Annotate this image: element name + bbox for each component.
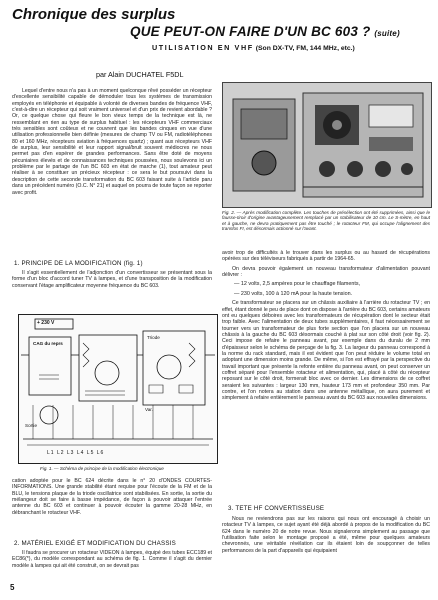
- section-2-text: [12, 550, 212, 572]
- section-2-paragraph: Il faudra se procurer un rotacteur VIDEON à lampes, équipé des tubes ECC189 et EC86(*), du modèle correspondant au schéma de fig. 1. Comme il s'agit du dernier modèle à lampes qui ait été construit, on se devrait pas: [12, 550, 212, 569]
- title-main: QUE PEUT-ON FAIRE D'UN BC 603 ?: [130, 24, 371, 39]
- title-suffix: (suite): [374, 29, 400, 38]
- section-1-continued: [12, 478, 212, 519]
- requirement-item-1: — 12 volts, 2,5 ampères pour le chauffage filaments,: [234, 281, 361, 288]
- right-paragraph-3: Ce transformateur se placera sur un châssis auxiliaire à l'arrière du rotacteur TV ; en effet, étant donné le peu de place dont on dispose à l'arrière du BC 603, certains amateurs ont eu quelques déboires avec les transformateurs de récupération dont le secteur était trop faible. Avec l'alimentation de deux tubes supplémentaires, il faut nécessairement se tourner vers un transformateur de plus forte section que l'on placera sur un nouveau châssis à la gauche du BC 603 désormais couché à plat sur son côté droit (voir fig. 2). Ceci impose de refaire le panneau avant, par exemple dans du duralu de 2 mm d'épaisseur selon le schéma de perçage de la fig. 3. La largeur du panneau correspond à la norme du rack standard, mais il est évident que l'on peut réduire le volume total en adoptant une dimension moins grande. De même, si l'on est effrayé par la perspective du travail important que présente la refonte entière du panneau avant, on peut conserver un coffret séparé pour l'ensemble rotacteur et alimentation, qui, placé à côté du récepteur reposant sur le côté droit, formerait bloc avec ce dernier. Les dimensions de ce coffret seraient les suivantes : largeur 130 mm, hauteur 173 mm et profondeur 350 mm. Par contre, et l'on notera au station dans une antenne métallique, on aura purement et simplement à refaire entièrement le panneau avant du BC 603 aux nouvelles dimensions.: [222, 300, 430, 402]
- triode-label: Triode: [147, 335, 160, 340]
- figure-1-schematic: [18, 314, 218, 464]
- photo-illustration: [223, 83, 431, 207]
- caf-label: CAG du reprs: [33, 341, 63, 346]
- rubric-title: Chronique des surplus: [12, 6, 176, 23]
- article-subtitle: [152, 43, 434, 52]
- right-column-text: [222, 250, 430, 405]
- article-title: [130, 24, 430, 39]
- section-2-title: 2. MATÉRIEL EXIGÉ ET MODIFICATION DU CHASSIS: [14, 540, 176, 547]
- intro-text: Lequel d'entre nous n'a pas à un moment quelconque rêvé posséder un récepteur d'excellente sensibilité capable de démoduler tous les systèmes de transmission employés en téléphonie et équipable à volonté de diverses bandes de fréquence VHF, c'est-à-dire un récepteur qui soit vraiment universel et d'un prix de revient abordable ? Or, ce quelque chose qui fleure le bon vieux temps de la technique est là, ne ressemblant en rien au type de surplus habituel : les récepteurs VHF commerciaux très sensibles sont coûteux et ne couvrent que les bandes cinques en vue d'une utilisation professionnelle bien définie (mesures de champ TV ou FM, radiotéléphones 80 et 160 MHz, récepteurs aviation à fréquences quartz) ; quant aux récepteurs VHF de surplus, leur sensibilité et leur rapport signal/bruit souvent médiocres ne nous permet pas d'en espérer de grandes performances. Sans être doté de moyens pécuniaires élevés et de connaissances techniques poussées, nous soulevons ici un problème par le partage de l'un BC 603 en état de marche (1), tout amateur peut réaliser à se constituer un précieux récepteur : ce sera le but poursuivi dans la description de cette seconde transformation du BC 603 faisant suite à l'article paru dans un précédent numéro (O.C. N° 21) et auquel on pourra de toute façon se reporter avec profit.: [12, 88, 212, 196]
- var-label: Var.: [145, 407, 153, 412]
- voltage-label: + 230 V: [37, 320, 55, 326]
- subtitle-main: UTILISATION EN VHF: [152, 43, 254, 52]
- section-3-title: 3. TETE HF CONVERTISSEUSE: [228, 505, 325, 512]
- section-3-text: [222, 516, 430, 557]
- filament-labels: L1 L2 L3 L4 L5 L6: [47, 450, 105, 456]
- figure-1-caption: Fig. 1. — Schéma de principe de la modification électronique: [40, 466, 164, 471]
- figure-2-caption: Fig. 2. — Après modification complète. Les touches de présélection ont été supprimées, ainsi que le fausse-tiroir d'origine avantageusement remplacé par un stabilisateur de 10 cm. Le S-mètre, en haut et à gauche, ne devra pratiquement pas être touché ; le rotacteur FM, qui occupe l'alignement des transfos FI, est désormais actionné sur l'avant.: [222, 210, 430, 232]
- right-paragraph-1: avoir trop de difficultés à le trouver dans les surplus ou au hasard de récupérations opérées sur des téléviseurs fabriqués à partir de 1964-65.: [222, 250, 430, 263]
- intro-paragraph: [12, 88, 212, 199]
- section-3-paragraph: Nous ne reviendrons pas sur les raisons qui nous ont encouragé à choisir un rotacteur TV à lampes, ce sujet ayant été déjà abordé à propos de la modification du BC 624 dans le numéro 20 de notre revue. Nous signalerons simplement au passage que l'utilisation faite selon le montage proposé a été, même pour quelques amateurs chevronnés, une véritable révélation car ils étaient loin de soupçonner de telles performances de la part d'appareils qui équipaient: [222, 516, 430, 554]
- right-paragraph-2: On devra pouvoir également un nouveau transformateur d'alimentation pouvant délivrer :: [222, 265, 430, 279]
- section-1-text: [12, 270, 212, 292]
- figure-2-photo: [222, 82, 432, 208]
- subtitle-detail: (Son DX-TV, FM, 144 MHz, etc.): [255, 45, 355, 52]
- byline: par Alain DUCHATEL F5DL: [96, 70, 184, 79]
- page-number: 5: [10, 583, 15, 592]
- section-1-paragraph: Il s'agit essentiellement de l'adjonction d'un convertisseur se présentant sous la forme d'un bloc d'accord tuner TV à lampes, et d'une transposition de la modification conservant l'étage amplificateur moyenne fréquence du BC 603.: [12, 270, 212, 289]
- requirement-item-2: — 230 volts, 100 à 120 mA pour la haute tension.: [234, 290, 353, 297]
- output-label: Sortie: [25, 423, 38, 428]
- section-1-continued-text: cation adoptée pour le BC 624 décrite dans le n° 20 d'ONDES COURTES-INFORMATIONS. Une grande stabilité étant requise pour l'écoute de la FM et de la BLU, le tensions plaque de la triode oscillatrice sont stabilisées. En sortie, la sortie du mélangeur doit se faire à basse impédance, de façon à pouvoir attaquer l'entrée antenne du BC 603 et continuer à pouvoir écouter la gamme 20-28 MHz, en débranchant le rotacteur VHF.: [12, 478, 212, 516]
- section-1-title: 1. PRINCIPE DE LA MODIFICATION (fig. 1): [14, 260, 143, 267]
- schematic-drawing: [19, 315, 217, 463]
